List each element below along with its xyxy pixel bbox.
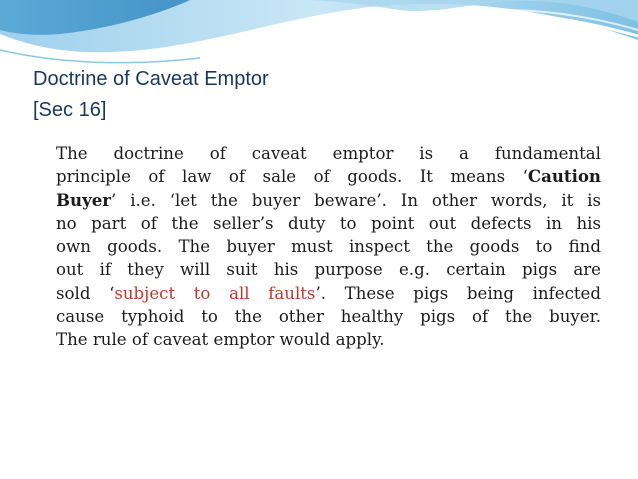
body-line-3 [56, 189, 601, 212]
body-line-2 [56, 165, 601, 188]
body-text: ’. These pigs being infected [315, 283, 601, 303]
body-line-1: The doctrine of caveat emptor is a fundamental [56, 144, 601, 163]
body-line-6: out if they will suit his purpose e.g. certain pigs are [56, 260, 601, 280]
term-caution: Caution [527, 166, 601, 187]
body-text: principle of law of sale of goods. It means ‘ [56, 167, 528, 187]
body-line-8: cause typhoid to the other healthy pigs of the buyer. [56, 307, 601, 327]
body-line-9: The rule of caveat emptor would apply. [56, 330, 385, 350]
header-wave-banner [0, 0, 638, 72]
body-line-4: no part of the seller’s duty to point out defects in his [56, 213, 601, 233]
body-text: ’ i.e. ‘let the buyer beware’. In other words, it is [111, 190, 601, 210]
body-text: sold ‘ [56, 283, 115, 303]
body-line-5: own goods. The buyer must inspect the goods to find [56, 237, 601, 257]
slide-title: Doctrine of Caveat Emptor [33, 68, 269, 90]
highlighted-phrase: subject to all faults [114, 283, 316, 303]
term-buyer: Buyer [56, 189, 112, 210]
body-line-7 [56, 282, 601, 305]
section-reference: [Sec 16] [33, 99, 107, 121]
body-paragraph [56, 142, 601, 352]
